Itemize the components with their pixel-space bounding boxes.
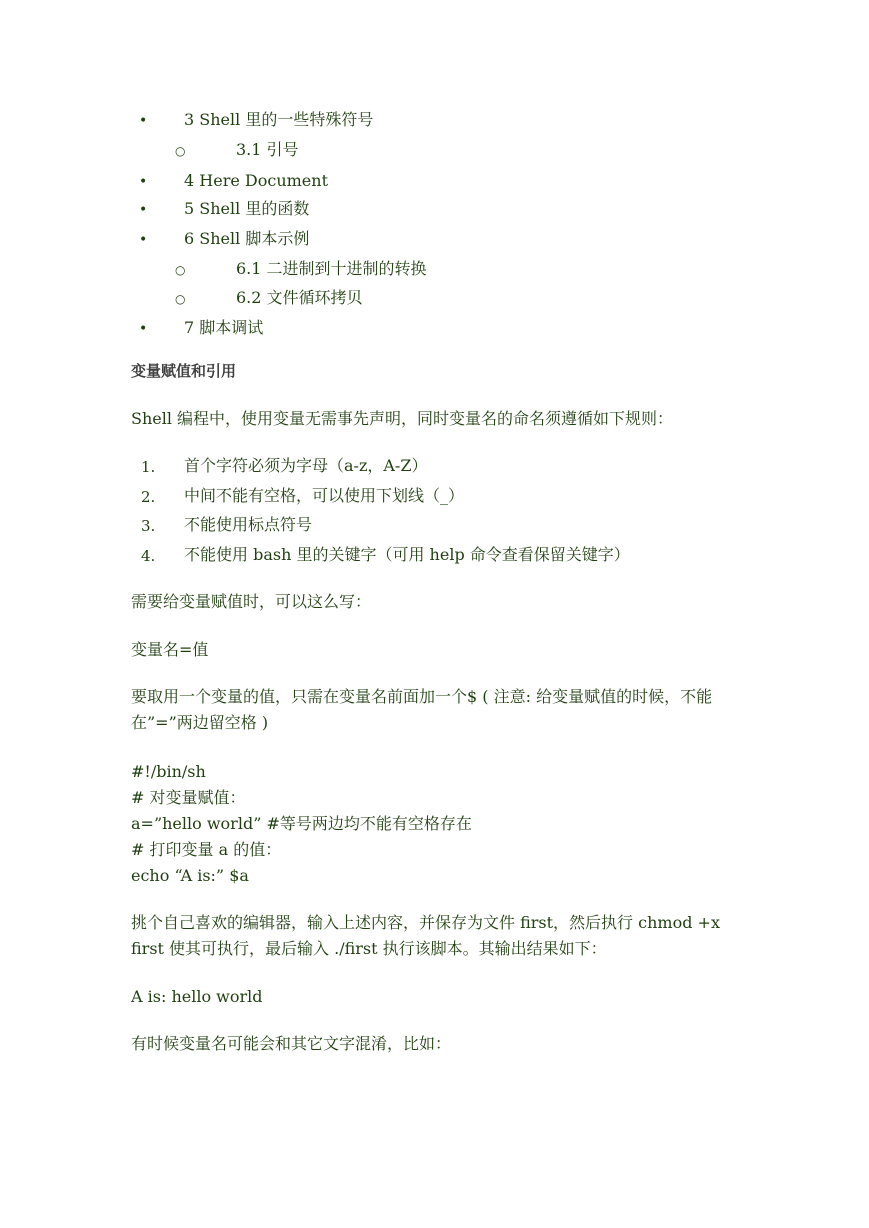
toc-item-label[interactable]: 3 Shell 里的一些特殊符号: [184, 110, 374, 129]
code-line: echo “A is:” $a: [131, 866, 249, 885]
run-paragraph-line1: 挑个自己喜欢的编辑器，输入上述内容，并保存为文件 first，然后执行 chmod +x: [131, 913, 720, 932]
list-number: 3.: [141, 517, 156, 535]
bullet-marker: ○: [175, 263, 186, 277]
bullet-marker: •: [139, 321, 148, 337]
toc-item-label[interactable]: 7 脚本调试: [184, 318, 264, 337]
intro-paragraph: Shell 编程中，使用变量无需事先声明，同时变量名的命名须遵循如下规则：: [131, 409, 674, 428]
bullet-marker: •: [139, 232, 148, 248]
list-item-text: 不能使用 bash 里的关键字（可用 help 命令查看保留关键字）: [184, 545, 630, 564]
list-number: 4.: [141, 547, 156, 565]
toc-item-label[interactable]: 3.1 引号: [236, 140, 299, 159]
toc-item-label[interactable]: 4 Here Document: [184, 171, 328, 190]
bullet-marker: •: [139, 174, 148, 190]
toc-item-label[interactable]: 6.1 二进制到十进制的转换: [236, 259, 427, 278]
script-output: A is: hello world: [131, 987, 263, 1006]
assign-intro: 需要给变量赋值时，可以这么写：: [131, 592, 372, 611]
code-line: a=”hello world” #等号两边均不能有空格存在: [131, 814, 472, 833]
list-item-text: 首个字符必须为字母（a-z，A-Z）: [184, 456, 428, 475]
list-item-text: 不能使用标点符号: [184, 515, 313, 534]
access-paragraph-line1: 要取用一个变量的值，只需在变量名前面加一个$ ( 注意: 给变量赋值的时候，不能: [131, 687, 713, 706]
run-paragraph-line2: first 使其可执行，最后输入 ./first 执行该脚本。其输出结果如下：: [131, 939, 607, 958]
access-paragraph-line2: 在”=”两边留空格 ): [131, 713, 269, 732]
bullet-marker: ○: [175, 144, 186, 158]
list-item-text: 中间不能有空格，可以使用下划线（_）: [184, 486, 465, 505]
code-line: # 打印变量 a 的值：: [131, 840, 282, 859]
list-number: 2.: [141, 488, 156, 506]
bullet-marker: •: [139, 113, 148, 129]
bullet-marker: •: [139, 202, 148, 218]
list-number: 1.: [141, 458, 156, 476]
code-line: #!/bin/sh: [131, 762, 206, 781]
section-heading: 变量赋值和引用: [131, 362, 237, 380]
confuse-paragraph: 有时候变量名可能会和其它文字混淆，比如：: [131, 1034, 452, 1053]
code-line: # 对变量赋值：: [131, 788, 246, 807]
toc-item-label[interactable]: 5 Shell 里的函数: [184, 199, 310, 218]
toc-item-label[interactable]: 6 Shell 脚本示例: [184, 229, 310, 248]
assign-syntax: 变量名=值: [131, 640, 209, 659]
bullet-marker: ○: [175, 292, 186, 306]
toc-item-label[interactable]: 6.2 文件循环拷贝: [236, 288, 363, 307]
